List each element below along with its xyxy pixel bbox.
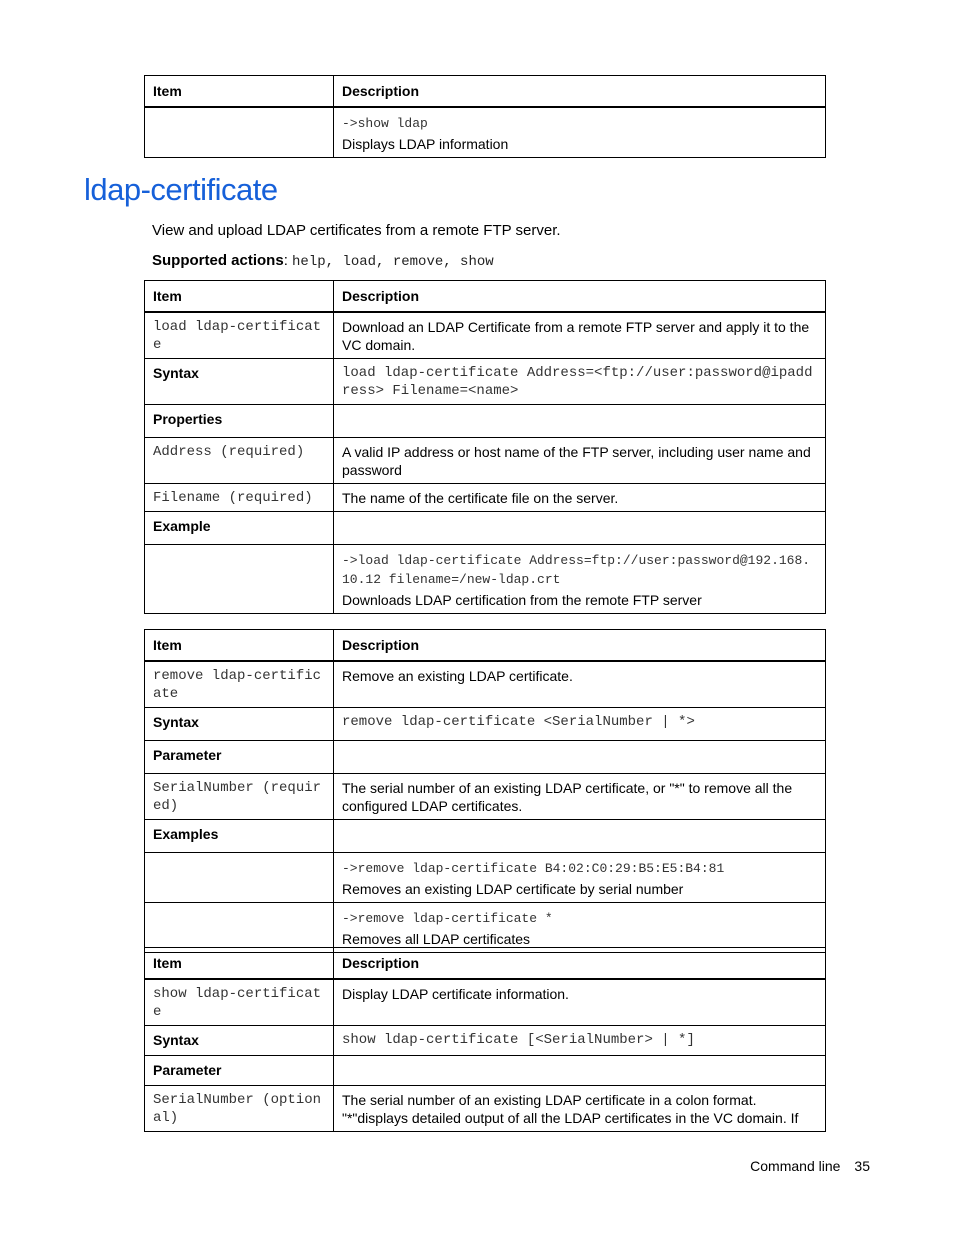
table-row (145, 512, 826, 545)
table-row (145, 1026, 826, 1056)
parameter-description-line: The serial number of an existing LDAP certificate in a colon format. (342, 1092, 757, 1108)
item-description: Download an LDAP Certificate from a remote FTP server and apply it to the VC domain. (334, 312, 826, 359)
table-row (145, 484, 826, 512)
empty-cell (145, 853, 334, 903)
example-description: Downloads LDAP certification from the remote FTP server (342, 592, 702, 608)
header-item: Item (145, 630, 334, 662)
show-ldap-certificate-table (144, 947, 826, 1132)
header-description: Description (334, 281, 826, 313)
examples-label: Examples (145, 820, 334, 853)
item-description: Display LDAP certificate information. (334, 979, 826, 1026)
empty-cell (334, 1056, 826, 1086)
example-command: ->remove ldap-certificate B4:02:C0:29:B5:E5:B4:81 (342, 861, 725, 876)
table-row (145, 545, 826, 614)
syntax-value: remove ldap-certificate <SerialNumber | *> (334, 708, 826, 741)
header-description: Description (334, 948, 826, 980)
footer-section-label: Command line (750, 1158, 841, 1174)
empty-cell (145, 545, 334, 614)
section-intro: View and upload LDAP certificates from a remote FTP server. (152, 222, 561, 239)
table-row (145, 1056, 826, 1086)
table-row (145, 661, 826, 708)
syntax-label: Syntax (145, 708, 334, 741)
remove-ldap-certificate-table (144, 629, 826, 953)
table-row (145, 979, 826, 1026)
table-row (145, 359, 826, 405)
empty-cell (145, 107, 334, 158)
parameter-description-line: "*"displays detailed output of all the LDAP certificates in the VC domain. If (342, 1110, 799, 1126)
table-row (145, 312, 826, 359)
page-number: 35 (854, 1158, 870, 1174)
supported-actions-list: help, load, remove, show (292, 254, 494, 270)
parameter-description (334, 1086, 826, 1132)
property-description: The name of the certificate file on the server. (334, 484, 826, 512)
load-ldap-certificate-table (144, 280, 826, 614)
table-row (145, 853, 826, 903)
page-footer (750, 1158, 870, 1174)
property-name: Address (required) (145, 438, 334, 484)
example-command: ->load ldap-certificate Address=ftp://user:password@192.168.10.12 filename=/new-ldap.crt (342, 553, 811, 587)
item-cell: remove ldap-certificate (145, 661, 334, 708)
table-row (145, 774, 826, 820)
command-example: ->show ldap (342, 116, 428, 131)
parameter-name: SerialNumber (optional) (145, 1086, 334, 1132)
property-name: Filename (required) (145, 484, 334, 512)
empty-cell (334, 512, 826, 545)
syntax-value: load ldap-certificate Address=<ftp://user:password@ipaddress> Filename=<name> (334, 359, 826, 405)
table-row (145, 438, 826, 484)
table-row (145, 1086, 826, 1132)
table-row (145, 405, 826, 438)
description-cell (334, 107, 826, 158)
empty-cell (334, 405, 826, 438)
example-cell (334, 853, 826, 903)
table-row (145, 107, 826, 158)
parameter-label: Parameter (145, 1056, 334, 1086)
example-description: Removes an existing LDAP certificate by serial number (342, 881, 684, 897)
empty-cell (334, 820, 826, 853)
table-row (145, 741, 826, 774)
example-label: Example (145, 512, 334, 545)
supported-actions: Supported actions: help, load, remove, show (152, 252, 494, 270)
header-item: Item (145, 281, 334, 313)
property-description: A valid IP address or host name of the FTP server, including user name and password (334, 438, 826, 484)
table-row (145, 903, 826, 953)
section-title: ldap-certificate (84, 172, 278, 207)
parameter-name: SerialNumber (required) (145, 774, 334, 820)
example-command: ->remove ldap-certificate * (342, 911, 553, 926)
header-description: Description (334, 630, 826, 662)
show-ldap-table (144, 75, 826, 158)
command-description: Displays LDAP information (342, 136, 509, 152)
header-item: Item (145, 76, 334, 108)
table-row (145, 820, 826, 853)
syntax-value: show ldap-certificate [<SerialNumber> | *] (334, 1026, 826, 1056)
item-cell: show ldap-certificate (145, 979, 334, 1026)
syntax-label: Syntax (145, 359, 334, 405)
example-description: Removes all LDAP certificates (342, 931, 531, 947)
parameter-label: Parameter (145, 741, 334, 774)
example-cell (334, 545, 826, 614)
syntax-label: Syntax (145, 1026, 334, 1056)
item-cell: load ldap-certificate (145, 312, 334, 359)
example-cell (334, 903, 826, 953)
table-row (145, 708, 826, 741)
header-item: Item (145, 948, 334, 980)
parameter-description: The serial number of an existing LDAP certificate, or "*" to remove all the configured LDAP certificates. (334, 774, 826, 820)
header-description: Description (334, 76, 826, 108)
empty-cell (145, 903, 334, 953)
properties-label: Properties (145, 405, 334, 438)
item-description: Remove an existing LDAP certificate. (334, 661, 826, 708)
empty-cell (334, 741, 826, 774)
supported-actions-label: Supported actions (152, 252, 284, 269)
